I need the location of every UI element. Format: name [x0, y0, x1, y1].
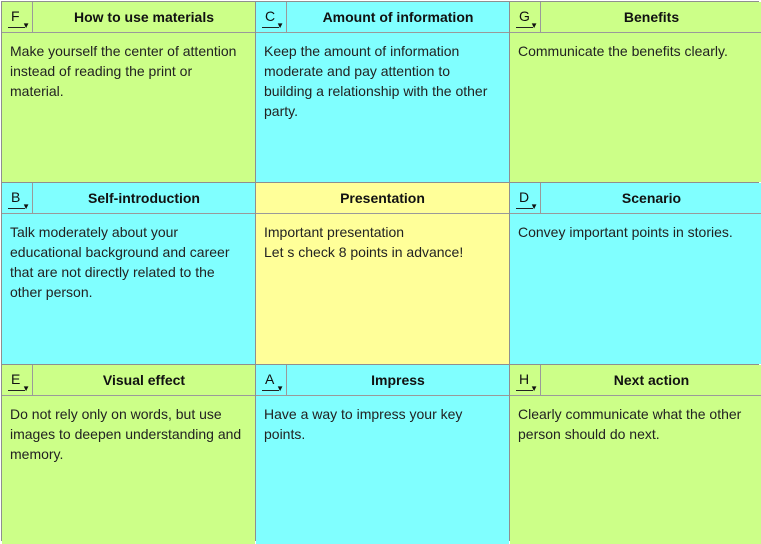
cell-scenario	[510, 183, 761, 364]
cell-text[interactable]: Keep the amount of information moderate and pay attention to building a relationship with the other party.	[264, 43, 492, 119]
cell-impress	[256, 365, 509, 544]
code-dropdown[interactable]	[2, 183, 33, 214]
cell-header	[256, 365, 509, 396]
cell-title: How to use materials	[73, 9, 215, 25]
cell-header	[256, 2, 509, 33]
cell-text[interactable]: Talk moderately about your educational background and career that are not directly related to the other person.	[10, 224, 234, 300]
cell-title: Impress	[371, 372, 425, 388]
cell-text[interactable]: Convey important points in stories.	[518, 224, 733, 240]
cell-benefits	[510, 2, 761, 182]
code-dropdown[interactable]	[510, 2, 541, 33]
cell-header	[2, 2, 255, 33]
code-letter: C	[265, 7, 276, 24]
cell-title: Benefits	[623, 9, 680, 25]
code-dropdown[interactable]	[2, 2, 33, 33]
code-letter: A	[265, 370, 275, 387]
cell-title: Presentation	[340, 190, 425, 206]
cell-header	[2, 365, 255, 396]
dropdown-arrow-icon: ▼	[530, 201, 538, 211]
cell-next-action	[510, 365, 761, 544]
cell-visual-effect	[2, 365, 255, 544]
cell-title: Visual effect	[102, 372, 186, 388]
cell-amount-of-information	[256, 2, 509, 182]
code-letter: E	[11, 370, 21, 387]
code-dropdown[interactable]	[256, 2, 287, 33]
cell-header	[510, 183, 761, 214]
cell-text[interactable]: Have a way to impress your key points.	[264, 406, 467, 442]
cell-text[interactable]: Do not rely only on words, but use images to deepen understanding and memory.	[10, 406, 246, 462]
cell-header	[2, 183, 255, 214]
cell-header	[510, 365, 761, 396]
cell-text[interactable]: Important presentation Let s check 8 points in advance!	[264, 224, 464, 260]
code-letter: D	[519, 188, 530, 205]
mandala-grid	[1, 1, 759, 541]
dropdown-arrow-icon: ▼	[530, 383, 538, 393]
code-dropdown[interactable]	[2, 365, 33, 396]
code-letter: B	[11, 188, 21, 205]
code-dropdown[interactable]	[510, 183, 541, 214]
dropdown-arrow-icon: ▼	[22, 20, 30, 30]
cell-title: Next action	[613, 372, 690, 388]
cell-title: Self-introduction	[88, 190, 200, 206]
code-letter: H	[519, 370, 530, 387]
cell-text[interactable]: Communicate the benefits clearly.	[518, 43, 728, 59]
cell-how-to-use-materials	[2, 2, 255, 182]
code-letter: F	[11, 7, 20, 24]
cell-self-introduction	[2, 183, 255, 364]
cell-title: Amount of information	[322, 9, 474, 25]
cell-presentation-center	[256, 183, 509, 364]
code-dropdown[interactable]	[256, 365, 287, 396]
code-dropdown[interactable]	[510, 365, 541, 396]
cell-text[interactable]: Clearly communicate what the other person should do next.	[518, 406, 746, 442]
dropdown-arrow-icon: ▼	[276, 20, 284, 30]
cell-title: Scenario	[621, 190, 682, 206]
cell-header	[510, 2, 761, 33]
cell-text[interactable]: Make yourself the center of attention instead of reading the print or material.	[10, 43, 241, 99]
cell-header	[256, 183, 509, 214]
dropdown-arrow-icon: ▼	[22, 383, 30, 393]
dropdown-arrow-icon: ▼	[530, 20, 538, 30]
dropdown-arrow-icon: ▼	[276, 383, 284, 393]
code-letter: G	[519, 7, 530, 24]
dropdown-arrow-icon: ▼	[22, 201, 30, 211]
